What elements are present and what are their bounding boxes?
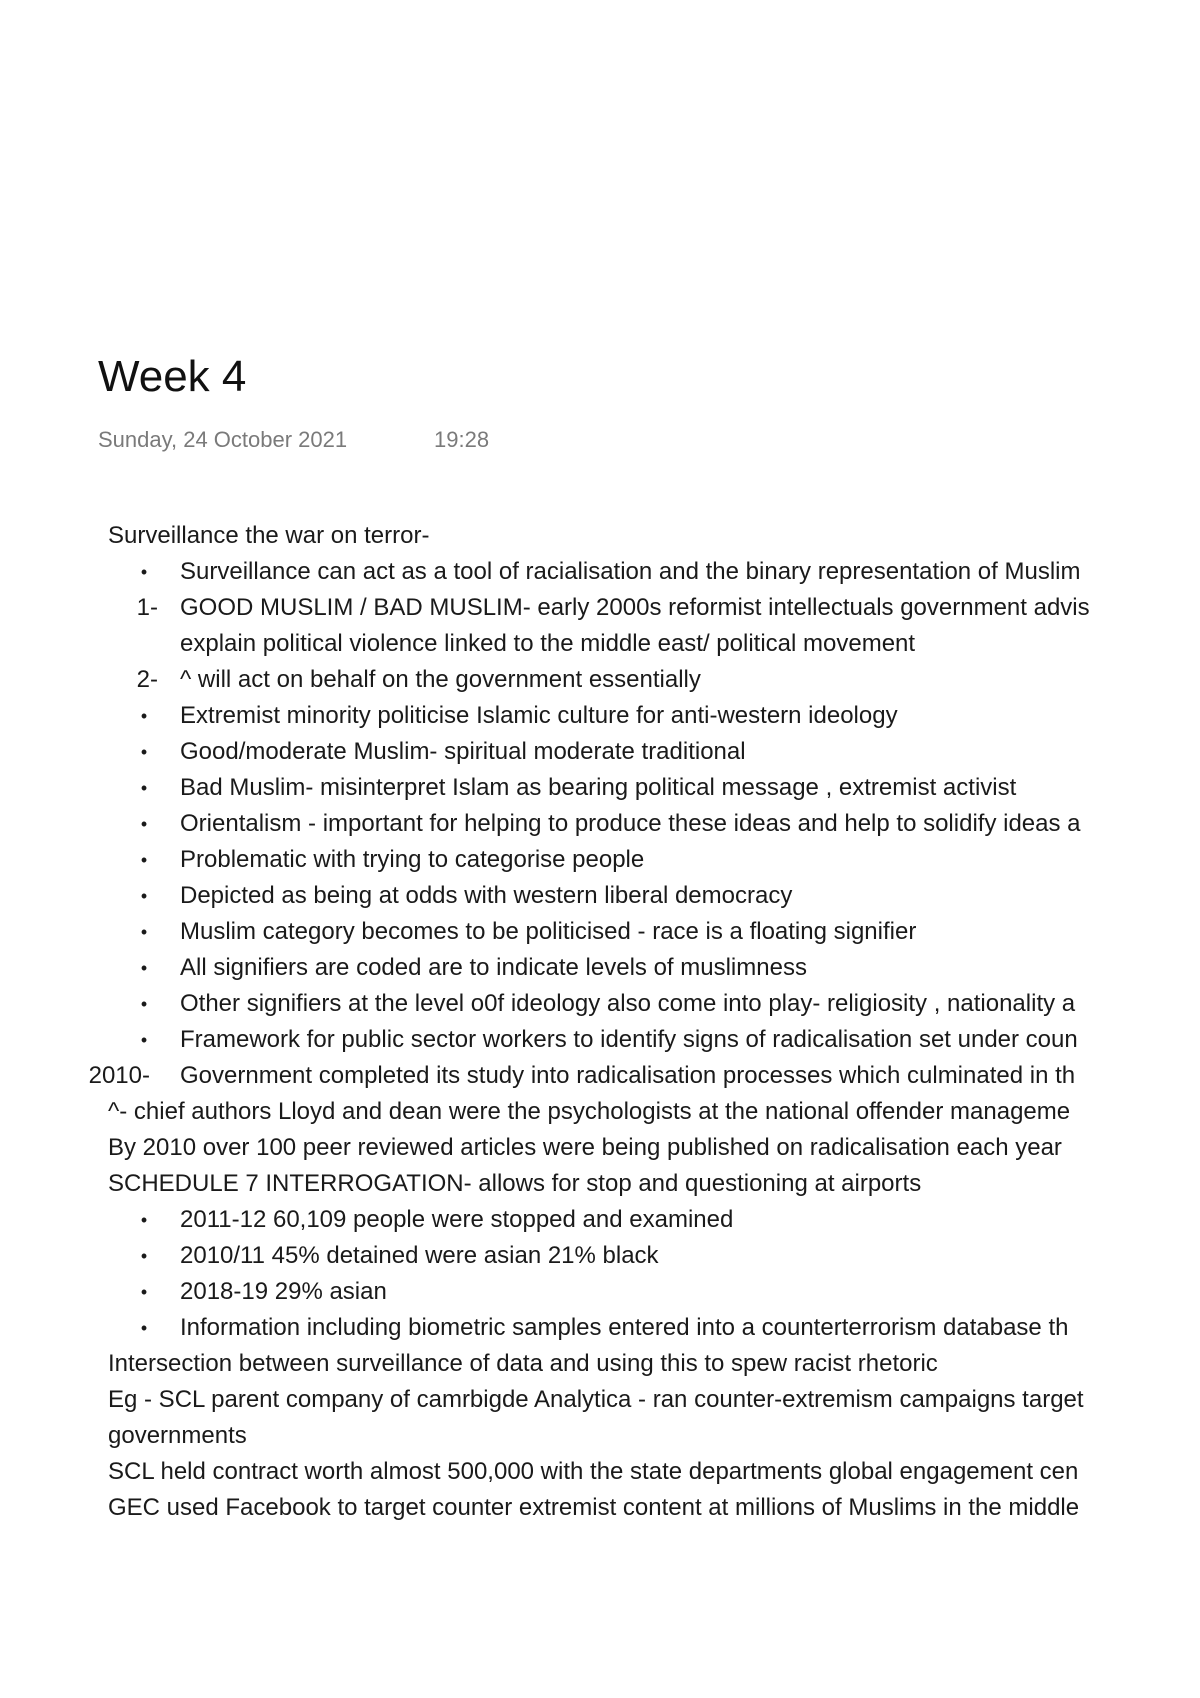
note-line [0, 518, 1200, 554]
note-line-text: ^ will act on behalf on the government essentially [180, 666, 701, 693]
note-line-text: Muslim category becomes to be politicised - race is a floating signifier [180, 918, 917, 945]
note-line-text: Problematic with trying to categorise people [180, 846, 645, 873]
list-number: 2- [136, 666, 158, 693]
note-line-text: Government completed its study into radicalisation processes which culminated in th [180, 1062, 1076, 1089]
note-line-text: Surveillance can act as a tool of racialisation and the binary representation of Muslim [180, 558, 1081, 585]
note-line-text: Good/moderate Muslim- spiritual moderate traditional [180, 738, 746, 765]
note-line [0, 662, 1200, 698]
note-line [0, 1166, 1200, 1202]
bullet-marker: • [140, 850, 148, 870]
note-time: 19:28 [434, 427, 490, 452]
bullet-marker: • [140, 1210, 148, 1230]
note-line-text: By 2010 over 100 peer reviewed articles were being published on radicalisation each year [108, 1134, 1062, 1161]
note-line-text: SCHEDULE 7 INTERROGATION- allows for stop and questioning at airports [108, 1170, 922, 1197]
note-line-text: GEC used Facebook to target counter extremist content at millions of Muslims in the middle [108, 1494, 1080, 1521]
note-line [0, 1058, 1200, 1094]
list-number: 2010- [88, 1062, 150, 1089]
note-line [0, 1202, 1200, 1238]
note-line [0, 1310, 1200, 1346]
note-line [0, 1346, 1200, 1382]
bullet-marker: • [140, 1030, 148, 1050]
note-line [0, 554, 1200, 590]
bullet-marker: • [140, 778, 148, 798]
note-line [0, 626, 1200, 662]
note-line-text: ^- chief authors Lloyd and dean were the psychologists at the national offender manageme [108, 1098, 1071, 1125]
note-line [0, 914, 1200, 950]
note-line-text: Depicted as being at odds with western liberal democracy [180, 882, 793, 909]
note-line-text: Surveillance the war on terror- [108, 522, 430, 549]
note-timestamp [98, 427, 490, 453]
note-line-text: 2018-19 29% asian [180, 1278, 387, 1305]
note-line [0, 1490, 1200, 1526]
note-line [0, 1238, 1200, 1274]
bullet-marker: • [140, 1318, 148, 1338]
note-line [0, 878, 1200, 914]
bullet-marker: • [140, 958, 148, 978]
note-line-text: Eg - SCL parent company of camrbigde Analytica - ran counter-extremism campaigns target [108, 1386, 1084, 1413]
note-line-text: Other signifiers at the level o0f ideology also come into play- religiosity , nationality a [180, 990, 1076, 1017]
note-line [0, 734, 1200, 770]
note-date: Sunday, 24 October 2021 [98, 427, 348, 452]
note-line [0, 1454, 1200, 1490]
bullet-marker: • [140, 1282, 148, 1302]
note-line [0, 1418, 1200, 1454]
bullet-marker: • [140, 994, 148, 1014]
list-number: 1- [136, 594, 158, 621]
note-line [0, 806, 1200, 842]
note-line-text: GOOD MUSLIM / BAD MUSLIM- early 2000s reformist intellectuals government advis [180, 594, 1090, 621]
bullet-marker: • [140, 886, 148, 906]
note-line-text: Framework for public sector workers to identify signs of radicalisation set under coun [180, 1026, 1078, 1053]
bullet-marker: • [140, 706, 148, 726]
bullet-marker: • [140, 922, 148, 942]
note-line [0, 1022, 1200, 1058]
note-body [0, 518, 1200, 1526]
note-line-text: Information including biometric samples entered into a counterterrorism database th [180, 1314, 1069, 1341]
note-line-text: All signifiers are coded are to indicate levels of muslimness [180, 954, 807, 981]
bullet-marker: • [140, 742, 148, 762]
note-line-text: explain political violence linked to the middle east/ political movement [180, 630, 916, 657]
note-line [0, 842, 1200, 878]
note-line-text: 2010/11 45% detained were asian 21% black [180, 1242, 659, 1269]
page-title: Week 4 [98, 352, 247, 401]
note-line [0, 1382, 1200, 1418]
note-line [0, 698, 1200, 734]
note-line [0, 950, 1200, 986]
note-line-text: Orientalism - important for helping to produce these ideas and help to solidify ideas a [180, 810, 1081, 837]
note-line-text: 2011-12 60,109 people were stopped and examined [180, 1206, 734, 1233]
note-line-text: Intersection between surveillance of data and using this to spew racist rhetoric [108, 1350, 938, 1377]
note-line-text: governments [108, 1422, 247, 1449]
note-line-text: Bad Muslim- misinterpret Islam as bearing political message , extremist activist [180, 774, 1017, 801]
bullet-marker: • [140, 814, 148, 834]
note-line-text: SCL held contract worth almost 500,000 with the state departments global engagement cen [108, 1458, 1079, 1485]
note-line-text: Extremist minority politicise Islamic culture for anti-western ideology [180, 702, 898, 729]
note-line [0, 1274, 1200, 1310]
note-line [0, 986, 1200, 1022]
bullet-marker: • [140, 1246, 148, 1266]
note-line [0, 590, 1200, 626]
bullet-marker: • [140, 562, 148, 582]
note-line [0, 1094, 1200, 1130]
note-line [0, 1130, 1200, 1166]
note-line [0, 770, 1200, 806]
